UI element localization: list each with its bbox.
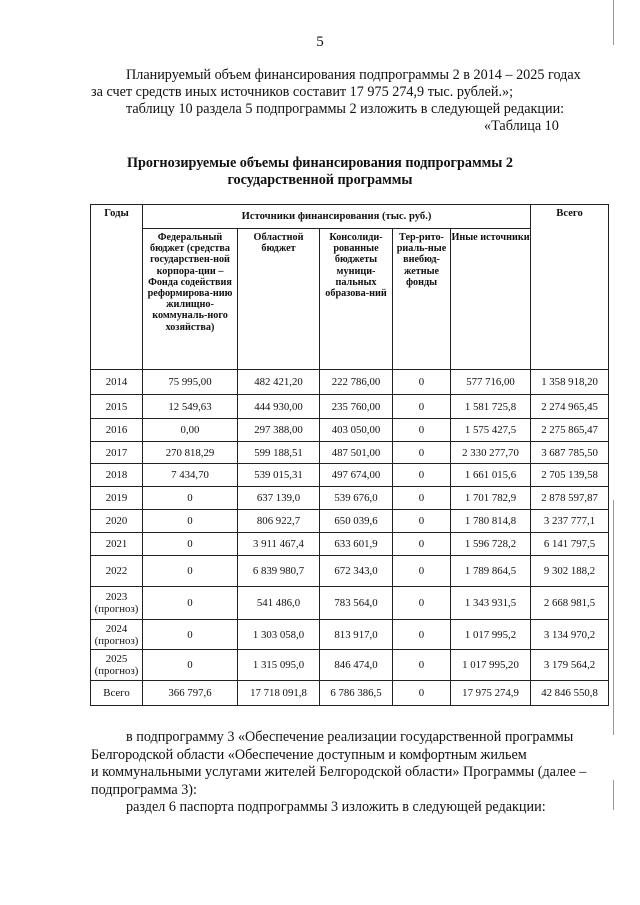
table-row	[91, 395, 609, 419]
outro-line-1: в подпрограмму 3 «Обеспечение реализации государственной программы	[126, 729, 574, 745]
cell-regional: 1 303 058,0	[238, 620, 320, 650]
cell-other: 577 716,00	[451, 370, 531, 395]
cell-funds: 0	[393, 587, 451, 620]
year-value: 2014	[105, 376, 128, 388]
cell-year	[91, 650, 143, 681]
cell-municipal: 497 674,00	[320, 464, 393, 487]
cell-municipal: 6 786 386,5	[320, 681, 393, 706]
cell-funds: 0	[393, 650, 451, 681]
cell-regional: 444 930,00	[238, 395, 320, 419]
cell-regional: 541 486,0	[238, 587, 320, 620]
cell-total: 3 179 564,2	[531, 650, 609, 681]
cell-regional: 539 015,31	[238, 464, 320, 487]
cell-year	[91, 620, 143, 650]
cell-other: 1 017 995,2	[451, 620, 531, 650]
cell-funds: 0	[393, 620, 451, 650]
year-value: 2015	[105, 400, 128, 413]
year-forecast-note: (прогноз)	[94, 665, 139, 677]
cell-federal: 7 434,70	[143, 464, 238, 487]
table-row	[91, 464, 609, 487]
cell-total: 3 687 785,50	[531, 442, 609, 464]
cell-other: 17 975 274,9	[451, 681, 531, 706]
year-value: 2016	[105, 424, 128, 436]
cell-regional: 6 839 980,7	[238, 556, 320, 587]
cell-total: 2 878 597,87	[531, 487, 609, 510]
cell-funds: 0	[393, 395, 451, 419]
cell-municipal: 487 501,00	[320, 442, 393, 464]
cell-year	[91, 587, 143, 620]
cell-total: 2 274 965,45	[531, 395, 609, 419]
cell-total: 2 668 981,5	[531, 587, 609, 620]
cell-federal: 270 818,29	[143, 442, 238, 464]
cell-year	[91, 681, 143, 706]
cell-other: 1 661 015,6	[451, 464, 531, 487]
year-value: 2025	[105, 653, 128, 665]
table-title-line-1: Прогнозируемые объемы финансирования подпрограммы 2	[126, 155, 514, 171]
cell-regional: 17 718 091,8	[238, 681, 320, 706]
table-row	[91, 370, 609, 395]
scan-margin-mark	[613, 780, 614, 810]
scan-margin-mark	[613, 0, 614, 45]
cell-federal: 0	[143, 620, 238, 650]
year-value: 2024	[105, 622, 128, 635]
cell-total: 2 275 865,47	[531, 419, 609, 442]
cell-total: 6 141 797,5	[531, 533, 609, 556]
cell-federal: 0	[143, 533, 238, 556]
table-row	[91, 556, 609, 587]
cell-year	[91, 442, 143, 464]
header-total: Всего	[531, 205, 609, 370]
cell-regional: 3 911 467,4	[238, 533, 320, 556]
cell-federal: 0	[143, 587, 238, 620]
cell-funds: 0	[393, 464, 451, 487]
cell-federal: 0	[143, 556, 238, 587]
cell-funds: 0	[393, 681, 451, 706]
intro-line-3: таблицу 10 раздела 5 подпрограммы 2 изложить в следующей редакции:	[126, 101, 565, 117]
cell-federal: 0,00	[143, 419, 238, 442]
subheader-federal: Федеральный бюджет (средства государствен-ной корпора-ции – Фонда содействия реформирова-нию жилищно-коммуналь-ного хозяйства)	[143, 229, 238, 370]
cell-federal: 12 549,63	[143, 395, 238, 419]
cell-total: 3 237 777,1	[531, 510, 609, 533]
table-title-line-2: государственной программы	[227, 172, 413, 188]
table-reference: «Таблица 10	[484, 118, 559, 134]
cell-funds: 0	[393, 370, 451, 395]
cell-funds: 0	[393, 510, 451, 533]
cell-other: 2 330 277,70	[451, 442, 531, 464]
financing-table-wrapper	[90, 204, 609, 706]
table-row	[91, 487, 609, 510]
cell-other: 1 701 782,9	[451, 487, 531, 510]
intro-line-2: за счет средств иных источников составит 17 975 274,9 тыс. рублей.»;	[91, 84, 514, 100]
cell-funds: 0	[393, 556, 451, 587]
year-forecast-note: (прогноз)	[94, 634, 139, 647]
cell-other: 1 596 728,2	[451, 533, 531, 556]
subheader-regional: Областной бюджет	[238, 229, 320, 370]
cell-municipal: 813 917,0	[320, 620, 393, 650]
cell-total: 42 846 550,8	[531, 681, 609, 706]
header-years: Годы	[91, 205, 143, 370]
subheader-municipal: Консолиди-рованные бюджеты муници-пальных образова-ний	[320, 229, 393, 370]
cell-federal: 0	[143, 487, 238, 510]
year-value: 2023	[105, 591, 128, 603]
cell-other: 1 780 814,8	[451, 510, 531, 533]
cell-total: 2 705 139,58	[531, 464, 609, 487]
table-row	[91, 510, 609, 533]
table-row	[91, 587, 609, 620]
cell-municipal: 539 676,0	[320, 487, 393, 510]
cell-regional: 599 188,51	[238, 442, 320, 464]
cell-municipal: 403 050,00	[320, 419, 393, 442]
cell-regional: 637 139,0	[238, 487, 320, 510]
cell-municipal: 783 564,0	[320, 587, 393, 620]
year-value: 2019	[105, 492, 128, 504]
year-value: 2018	[105, 469, 128, 481]
cell-other: 1 575 427,5	[451, 419, 531, 442]
intro-line-1: Планируемый объем финансирования подпрограммы 2 в 2014 – 2025 годах	[126, 67, 581, 83]
cell-year	[91, 556, 143, 587]
cell-funds: 0	[393, 442, 451, 464]
table-row	[91, 442, 609, 464]
cell-municipal: 222 786,00	[320, 370, 393, 395]
outro-line-2: Белгородской области «Обеспечение доступным и комфортным жильем	[91, 746, 527, 763]
cell-municipal: 672 343,0	[320, 556, 393, 587]
cell-federal: 0	[143, 650, 238, 681]
outro-line-5: раздел 6 паспорта подпрограммы 3 изложить в следующей редакции:	[126, 799, 546, 815]
table-row	[91, 620, 609, 650]
cell-other: 1 017 995,20	[451, 650, 531, 681]
year-forecast-note: (прогноз)	[94, 603, 139, 615]
year-value: 2017	[105, 446, 128, 459]
table-row	[91, 681, 609, 706]
outro-line-4: подпрограмма 3):	[91, 781, 197, 798]
cell-regional: 806 922,7	[238, 510, 320, 533]
table-row	[91, 533, 609, 556]
cell-federal: 75 995,00	[143, 370, 238, 395]
cell-federal: 366 797,6	[143, 681, 238, 706]
cell-municipal: 846 474,0	[320, 650, 393, 681]
cell-year	[91, 487, 143, 510]
cell-funds: 0	[393, 419, 451, 442]
cell-regional: 297 388,00	[238, 419, 320, 442]
year-value: 2021	[105, 538, 128, 550]
cell-year	[91, 464, 143, 487]
scan-margin-mark	[613, 500, 614, 735]
year-value: Всего	[103, 687, 130, 699]
cell-year	[91, 419, 143, 442]
outro-line-3: и коммунальными услугами жителей Белгородской области» Программы (далее –	[91, 764, 587, 780]
header-financing-sources: Источники финансирования (тыс. руб.)	[143, 205, 531, 229]
cell-municipal: 650 039,6	[320, 510, 393, 533]
subheader-territorial-funds: Тер-рито-риаль-ные внебюд-жетные фонды	[393, 229, 451, 370]
page-number: 5	[316, 34, 324, 50]
year-value: 2022	[105, 565, 128, 577]
cell-other: 1 343 931,5	[451, 587, 531, 620]
cell-municipal: 235 760,00	[320, 395, 393, 419]
cell-other: 1 581 725,8	[451, 395, 531, 419]
cell-regional: 1 315 095,0	[238, 650, 320, 681]
cell-municipal: 633 601,9	[320, 533, 393, 556]
cell-regional: 482 421,20	[238, 370, 320, 395]
cell-total: 1 358 918,20	[531, 370, 609, 395]
year-value: 2020	[105, 515, 128, 527]
cell-year	[91, 370, 143, 395]
table-row	[91, 419, 609, 442]
cell-total: 9 302 188,2	[531, 556, 609, 587]
cell-federal: 0	[143, 510, 238, 533]
cell-year	[91, 510, 143, 533]
table-row	[91, 650, 609, 681]
cell-year	[91, 395, 143, 419]
cell-funds: 0	[393, 533, 451, 556]
cell-total: 3 134 970,2	[531, 620, 609, 650]
cell-funds: 0	[393, 487, 451, 510]
cell-year	[91, 533, 143, 556]
subheader-other-sources: Иные источники	[451, 229, 531, 370]
financing-table	[90, 204, 609, 706]
cell-other: 1 789 864,5	[451, 556, 531, 587]
